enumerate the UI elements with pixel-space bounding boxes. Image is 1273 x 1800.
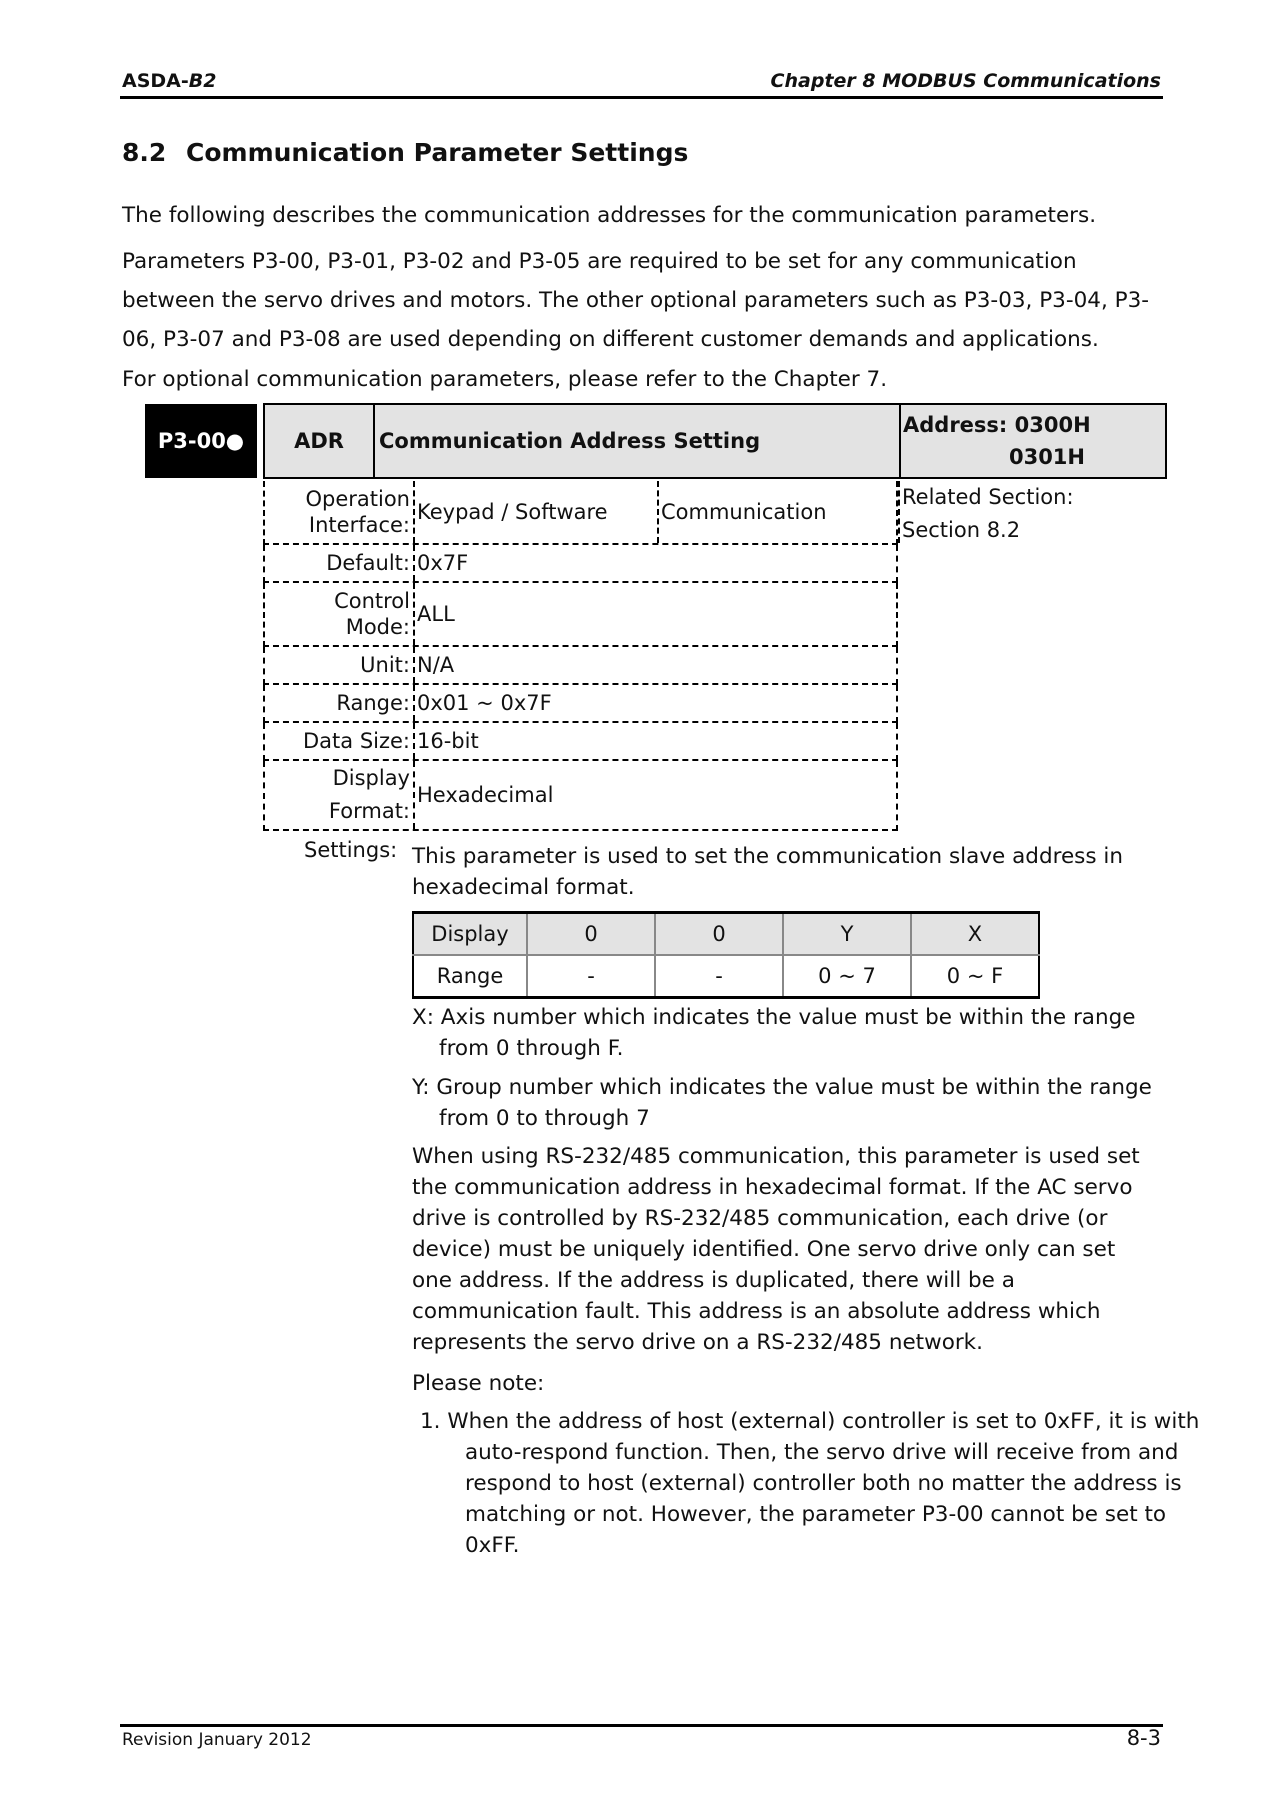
label-display-format: Display Format: [265,761,415,829]
intro-paragraph-2: Parameters P3-00, P3-01, P3-02 and P3-05 are required to be set for any communication between the servo drives and motors. The other optional parameters such as P3-03, P3-04, P3-06, P3-07 and P3-08 are used depending on different customer demands and applications. [122,249,1150,352]
value-unit: N/A [417,653,455,677]
section-number: 8.2 [122,138,167,167]
address-line-1: Address: 0300H [903,413,1091,437]
parameter-properties [263,481,898,831]
label-range: Range: [265,685,415,721]
row-default [263,545,898,583]
note-item-1: 1. When the address of host (external) controller is set to 0xFF, it is with auto-respond function. Then, the servo drive will receive from and respond to host (external) controller both no matter the address is matching or not. However, the parameter P3-00 cannot be set to 0xFF. [420,1409,1200,1558]
label-data-size: Data Size: [265,723,415,759]
parameter-abbr: ADR [265,405,375,477]
label-control-mode: Control Mode: [265,583,415,645]
x-description: X: Axis number which indicates the value must be within the range from 0 through F. [412,1005,1136,1061]
intro-paragraph-1: The following describes the communication addresses for the communication parameters. [122,203,1097,228]
value-range: 0x01 ~ 0x7F [417,691,552,715]
table-cell: Range [413,955,527,998]
value-communication: Communication [661,500,827,524]
row-operation-interface [263,481,898,545]
value-control-mode: ALL [417,602,455,626]
product-suffix: B2 [188,70,217,92]
related-label: Related Section: [902,485,1074,509]
parameter-name: Communication Address Setting [375,405,901,477]
page-number: 8-3 [1126,1726,1161,1750]
table-row [413,913,1039,956]
table-cell: Display [413,913,527,956]
label-operation-interface: Operation Interface: [265,481,415,543]
header-rule [120,96,1163,99]
value-default: 0x7F [417,551,469,575]
table-cell: 0 ~ 7 [783,955,911,998]
row-control-mode [263,583,898,647]
table-cell: 0 [655,913,783,956]
header-product [122,70,216,92]
display-range-table [412,911,1040,999]
related-value[interactable]: Section 8.2 [902,518,1021,542]
parameter-header [263,403,1167,479]
footer-revision: Revision January 2012 [122,1730,312,1750]
table-cell: X [911,913,1039,956]
row-data-size [263,723,898,761]
y-description: Y: Group number which indicates the value must be within the range from 0 to through 7 [412,1075,1152,1131]
row-range [263,685,898,723]
rs-description: When using RS-232/485 communication, this parameter is used set the communication address in hexadecimal format. If the AC servo drive is controlled by RS-232/485 communication, each drive (or device) must be uniquely identified. One servo drive only can set one address. If the address is duplicated, there will be a communication fault. This address is an absolute address which represents the servo drive on a RS-232/485 network. [412,1144,1140,1355]
address-line-2: 0301H [1008,445,1085,469]
table-cell: - [527,955,655,998]
value-data-size: 16-bit [417,729,479,753]
table-cell: 0 [527,913,655,956]
settings-label: Settings: [304,838,398,862]
table-cell: - [655,955,783,998]
section-title-text: Communication Parameter Settings [186,138,689,167]
footer-rule [120,1724,1163,1727]
row-unit [263,647,898,685]
label-default: Default: [265,545,415,581]
parameter-address [901,405,1165,477]
note-label: Please note: [412,1371,545,1396]
row-display-format [263,761,898,831]
header-chapter: Chapter 8 MODBUS Communications [770,70,1161,92]
related-section [898,481,1074,543]
product-prefix: ASDA- [122,70,189,92]
table-cell: 0 ~ F [911,955,1039,998]
parameter-id-badge: P3-00● [145,404,257,478]
table-cell: Y [783,913,911,956]
settings-intro: This parameter is used to set the communication slave address in hexadecimal format. [412,844,1124,900]
value-keypad-software: Keypad / Software [415,481,659,543]
section-title [122,138,688,167]
intro-paragraph-3: For optional communication parameters, please refer to the Chapter 7. [122,367,888,392]
value-display-format: Hexadecimal [417,783,554,807]
label-unit: Unit: [265,647,415,683]
table-row [413,955,1039,998]
